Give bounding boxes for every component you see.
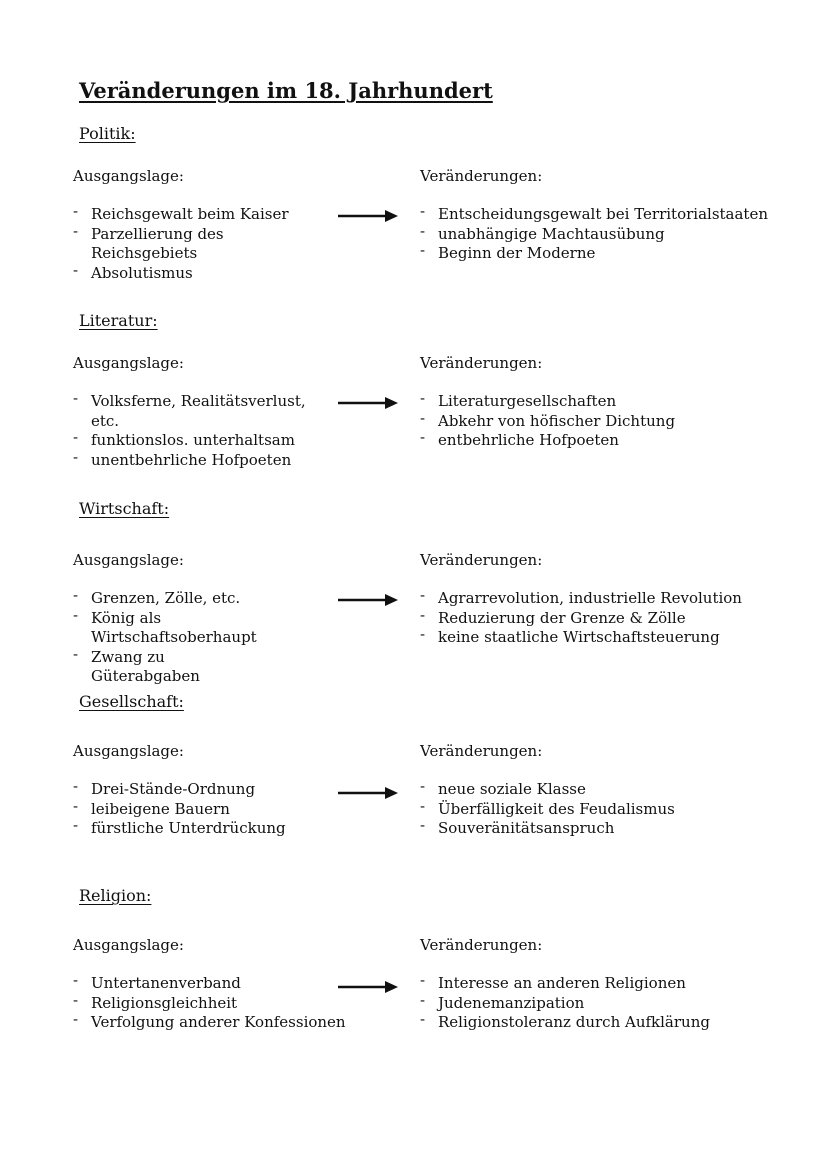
left-bullet-list xyxy=(73,589,273,687)
arrow-right-icon xyxy=(338,592,400,608)
list-item: - Grenzen, Zölle, etc. xyxy=(73,589,273,609)
right-column-label: Veränderungen: xyxy=(420,354,543,372)
list-item: - funktionslos. unterhaltsam xyxy=(73,431,328,451)
list-item: - Religionsgleichheit xyxy=(73,994,363,1014)
right-bullet-list xyxy=(420,974,820,1033)
right-column-label: Veränderungen: xyxy=(420,936,543,954)
list-item: - Religionstoleranz durch Aufklärung xyxy=(420,1013,820,1033)
left-column-label: Ausgangslage: xyxy=(73,742,184,760)
section-wirtschaft xyxy=(0,499,828,685)
list-item: - Entscheidungsgewalt bei Territorialstaaten xyxy=(420,205,820,225)
left-bullet-list xyxy=(73,780,328,839)
list-item: - keine staatliche Wirtschaftsteuerung xyxy=(420,628,820,648)
left-bullet-list xyxy=(73,205,328,283)
list-item: - Parzellierung des Reichsgebiets xyxy=(73,225,328,264)
right-bullet-list xyxy=(420,205,820,264)
list-item: - Agrarrevolution, industrielle Revolution xyxy=(420,589,820,609)
list-item: - Judenemanzipation xyxy=(420,994,820,1014)
list-item: - Verfolgung anderer Konfessionen xyxy=(73,1013,363,1033)
arrow-right-icon xyxy=(338,208,400,224)
list-item: - Zwang zu Güterabgaben xyxy=(73,648,273,687)
right-bullet-list xyxy=(420,589,820,648)
right-bullet-list xyxy=(420,780,820,839)
list-item: - Interesse an anderen Religionen xyxy=(420,974,820,994)
left-column-label: Ausgangslage: xyxy=(73,354,184,372)
section-religion xyxy=(0,886,828,1036)
section-politik xyxy=(0,124,828,282)
left-bullet-list xyxy=(73,974,363,1033)
left-column-label: Ausgangslage: xyxy=(73,167,184,185)
list-item: - unabhängige Machtausübung xyxy=(420,225,820,245)
list-item: - Volksferne, Realitätsverlust, etc. xyxy=(73,392,328,431)
left-column-label: Ausgangslage: xyxy=(73,551,184,569)
list-item: - fürstliche Unterdrückung xyxy=(73,819,328,839)
right-column-label: Veränderungen: xyxy=(420,742,543,760)
right-column-label: Veränderungen: xyxy=(420,551,543,569)
page-title: Veränderungen im 18. Jahrhundert xyxy=(79,78,493,103)
arrow-right-icon xyxy=(338,395,400,411)
list-item: - König als Wirtschaftsoberhaupt xyxy=(73,609,273,648)
section-heading: Gesellschaft: xyxy=(79,692,184,711)
list-item: - Reichsgewalt beim Kaiser xyxy=(73,205,328,225)
section-heading: Literatur: xyxy=(79,311,158,330)
list-item: - Absolutismus xyxy=(73,264,328,284)
list-item: - unentbehrliche Hofpoeten xyxy=(73,451,328,471)
list-item: - Souveränitätsanspruch xyxy=(420,819,820,839)
list-item: - Reduzierung der Grenze & Zölle xyxy=(420,609,820,629)
arrow-right-icon xyxy=(338,785,400,801)
section-gesellschaft xyxy=(0,692,828,842)
section-heading: Politik: xyxy=(79,124,136,143)
list-item: - entbehrliche Hofpoeten xyxy=(420,431,820,451)
arrow-right-icon xyxy=(338,979,400,995)
list-item: - Beginn der Moderne xyxy=(420,244,820,264)
list-item: - leibeigene Bauern xyxy=(73,800,328,820)
list-item: - Literaturgesellschaften xyxy=(420,392,820,412)
list-item: - neue soziale Klasse xyxy=(420,780,820,800)
list-item: - Drei-Stände-Ordnung xyxy=(73,780,328,800)
right-bullet-list xyxy=(420,392,820,451)
section-heading: Wirtschaft: xyxy=(79,499,170,518)
right-column-label: Veränderungen: xyxy=(420,167,543,185)
list-item: - Abkehr von höfischer Dichtung xyxy=(420,412,820,432)
list-item: - Untertanenverband xyxy=(73,974,363,994)
left-bullet-list xyxy=(73,392,328,470)
left-column-label: Ausgangslage: xyxy=(73,936,184,954)
section-literatur xyxy=(0,311,828,469)
list-item: - Überfälligkeit des Feudalismus xyxy=(420,800,820,820)
section-heading: Religion: xyxy=(79,886,152,905)
